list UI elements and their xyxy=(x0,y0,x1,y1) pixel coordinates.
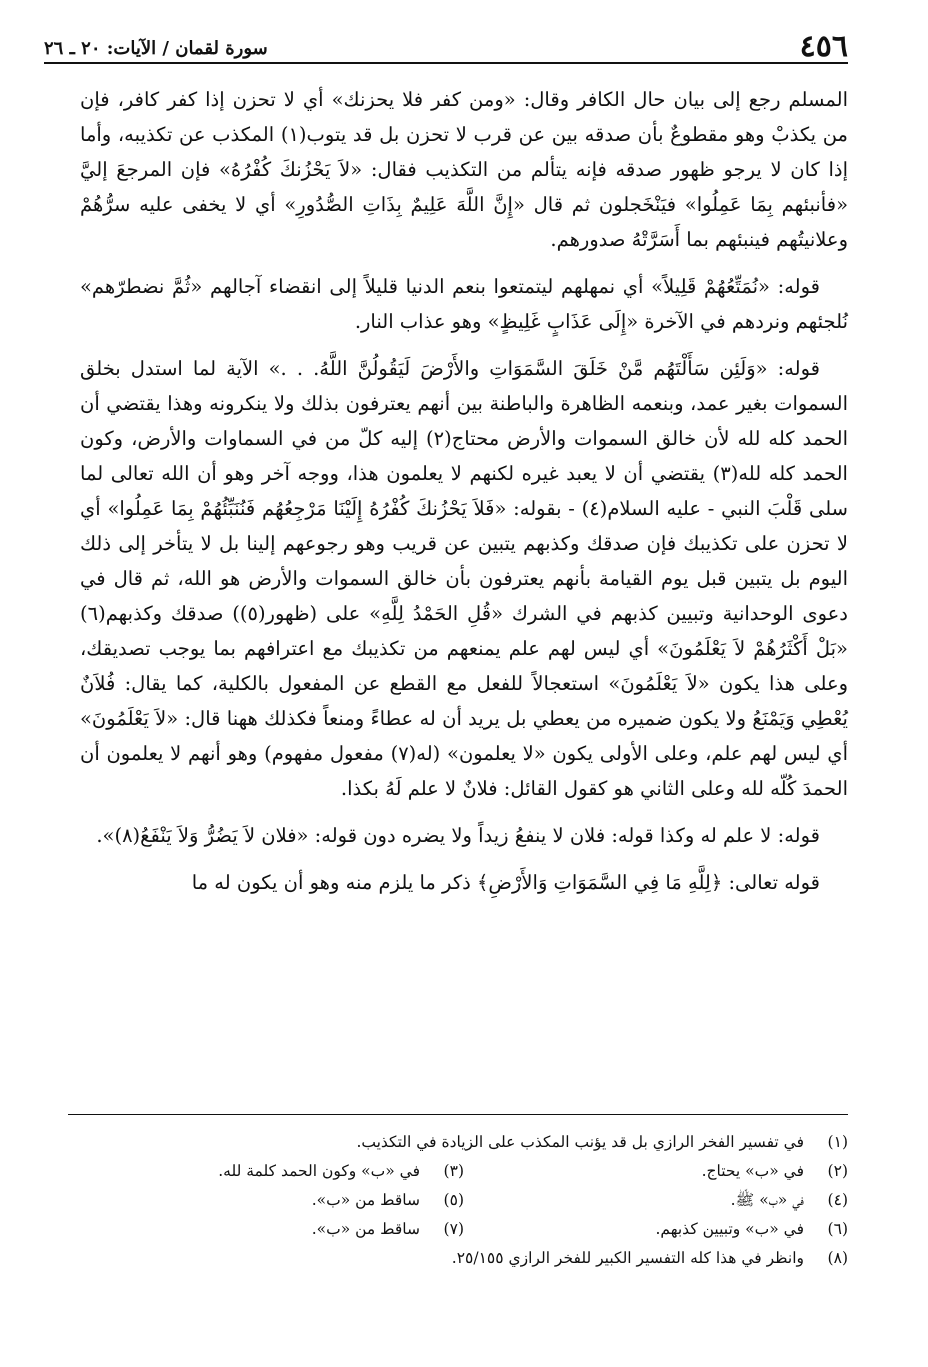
footnote xyxy=(452,1244,848,1273)
footnote-number: (٨) xyxy=(827,1249,848,1267)
paragraph: المسلم رجع إلى بيان حال الكافر وقال: «ومن كفر فلا يحزنك» أي لا تحزن إذا كفر كافر، فإن من يكذبْ وهو مقطوعٌ بأن صدقه بين عن قرب لا تحزن بل قد يتوب(١) المكذب عن تكذيبه، وأما إذا كان لا يرجو ظهور صدقه فإنه يتألم من التكذيب فقال: «لاَ يَحْزُنكَ كُفْرُهُ» فإن المرجعَ إليَّ «فأنبئهم بِمَا عَمِلُوا» فيَنْخَجلون ثم قال «إِنَّ اللَّهَ عَلِيمٌ بِذَاتِ الصُّدُورِ» أي لا يخفى عليه سرُّهُمْ وعلانيتُهم فينبئهم بما أَسَرَّتْهُ صدورهم. xyxy=(80,88,848,251)
footnote xyxy=(80,1215,464,1244)
footnotes xyxy=(80,1128,848,1273)
footnote-text: وانظر في هذا كله التفسير الكبير للفخر الرازي ٢٥/١٥٥. xyxy=(451,1249,804,1267)
footnote-number: (٥) xyxy=(443,1191,464,1209)
footnote-number: (٦) xyxy=(827,1220,848,1238)
footnote-row xyxy=(80,1186,848,1215)
running-title: سورة لقمان / الآيات: ٢٠ ـ ٢٦ xyxy=(44,38,268,60)
paragraph: قوله: «وَلَئِن سَأَلْتَهُم مَّنْ خَلَقَ السَّمَوَاتِ والأَرْضَ لَيَقُولُنَّ اللَّهُ. . .» الآية لما استدل بخلق السموات بغير عمد، وبنعمه الظاهرة والباطنة بين أنهم يعترفون بذلك ولا ينكرونه وهذا يقتضي أن الحمد كله لله لأن خالق السموات والأرض محتاج(٢) إليه كلّ من في السماوات والأرض، وكون الحمد كله لله(٣) يقتضي أن لا يعبد غيره لكنهم لا يعلمون هذا، ووجه آخر وهو أن الله تعالى لما سلى قَلْبَ النبي - عليه السلام(٤) - بقوله: «فَلاَ يَحْزُنكَ كُفْرُهُ إِلَيْنَا مَرْجِعُهُم فَنُنَبِّئُهُمْ بِمَا عَمِلُوا» أي لا تحزن على تكذيبك فإن صدقك وكذبهم يتبين عن قريب وهو رجوعهم إلينا بل لا يتأخر إلى ذلك اليوم بل يتبين قبل يوم القيامة بأنهم يعترفون بأن خالق السموات والأرض هو الله، ثم قال في دعوى الوحدانية وتبيين كذبهم في الشرك «قُلِ الحَمْدُ لِلَّهِ» على (ظهور(٥)) صدقك وكذبهم(٦) «بَلْ أَكْثَرُهُمْ لاَ يَعْلَمُونَ» أي ليس لهم علم يمنعهم من تكذيبك مع اعترافهم بما يوجب تصديقك، وعلى هذا يكون «لاَ يَعْلَمُونَ» استعجالاً للفعل مع القطع عن المفعول بالكلية، كما يقال: فُلاَنٌ يُعْطِي وَيَمْنَعُ ولا يكون ضميره من يعطي بل يريد أن له عطاءً ومنعاً فكذلك ههنا قال: «لاَ يَعْلَمُونَ» أي ليس لهم علم، وعلى الأولى يكون «لا يعلمون» (له(٧) مفعول مفهوم) وهو أنهم لا يعلمون أن الحمدَ كُلّه لله وعلى الثاني هو كقول القائل: فلانٌ لا علم لَهُ بكذا. xyxy=(80,357,848,800)
footnote-text: ساقط من «ب». xyxy=(311,1191,420,1209)
footnote-number: (٢) xyxy=(827,1162,848,1180)
footnote-number: (٧) xyxy=(443,1220,464,1238)
footnote xyxy=(464,1186,848,1215)
footnote-text: في «ب» يحتاج. xyxy=(701,1162,804,1180)
paragraph: قوله تعالى: ﴿لِلَّهِ مَا فِي السَّمَوَاتِ وَالأَرْضِ﴾ ذكر ما يلزم منه وهو أن يكون له ما xyxy=(191,871,820,894)
running-header xyxy=(44,22,848,64)
page-number: ٤٥٦ xyxy=(799,29,848,64)
footnote-number: (٤) xyxy=(827,1191,848,1209)
footnote-number: (١) xyxy=(827,1133,848,1151)
footnote xyxy=(80,1186,464,1215)
footnote xyxy=(356,1128,848,1157)
footnote-row xyxy=(80,1215,848,1244)
footnote xyxy=(80,1157,464,1186)
footnote-divider xyxy=(68,1114,848,1115)
footnote-text: في تفسير الفخر الرازي بل قد يؤنب المكذب على الزيادة في التكذيب. xyxy=(356,1133,804,1151)
footnote-row xyxy=(80,1244,848,1273)
footnote-row xyxy=(80,1157,848,1186)
footnote xyxy=(464,1215,848,1244)
footnote-text: في «ب» وتبيين كذبهم. xyxy=(655,1220,804,1238)
footnote-text: في «ب» ﷺ. xyxy=(730,1191,804,1209)
footnote-row xyxy=(80,1128,848,1157)
footnote-text: في «ب» وكون الحمد كلمة لله. xyxy=(218,1162,420,1180)
paragraph: قوله: «نُمَتِّعُهُمْ قَلِيلاً» أي نمهلهم ليتمتعوا بنعم الدنيا قليلاً إلى انقضاء آجالهم «ثُمَّ نضطرّهم» نُلجئهم ونردهم في الآخرة «إِلَى عَذَابٍ غَلِيظٍ» وهو عذاب النار. xyxy=(80,275,848,333)
footnote-number: (٣) xyxy=(443,1162,464,1180)
body-text xyxy=(80,82,848,912)
footnote xyxy=(464,1157,848,1186)
paragraph: قوله: لا علم له وكذا قوله: فلان لا ينفعُ زيداً ولا يضره دون قوله: «فلان لاَ يَضُرُّ وَلاَ يَنْفَعُ(٨)». xyxy=(96,824,820,847)
footnote-text: ساقط من «ب». xyxy=(311,1220,420,1238)
